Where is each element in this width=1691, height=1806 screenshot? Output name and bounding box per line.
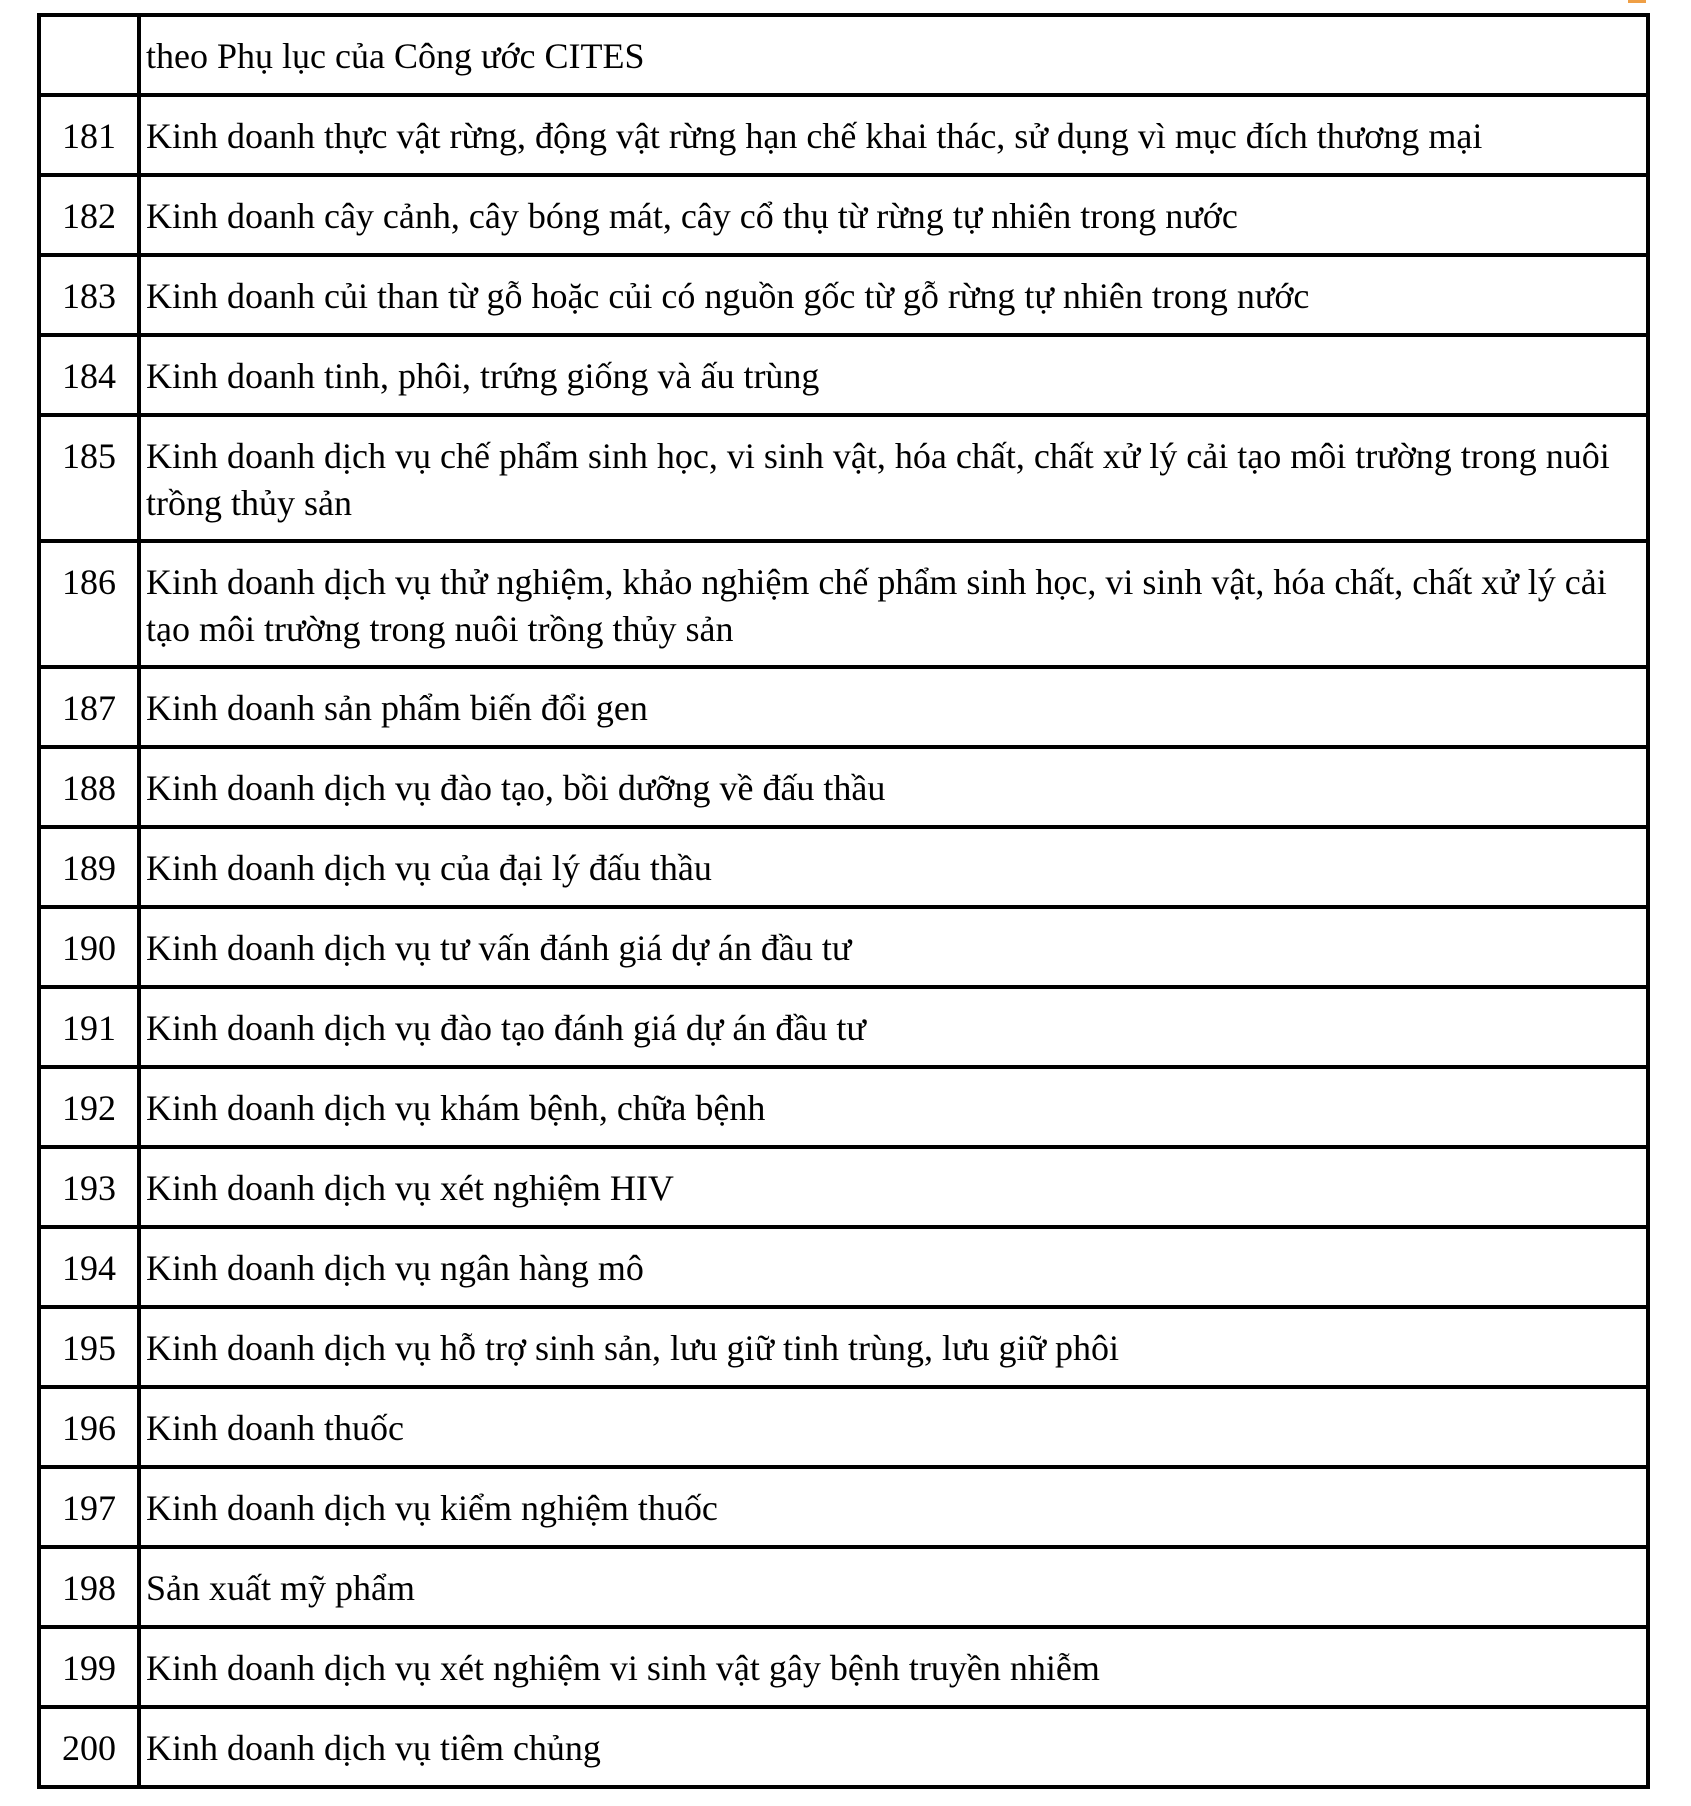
row-text-cell: Kinh doanh dịch vụ khám bệnh, chữa bệnh (139, 1067, 1648, 1147)
row-text-cell: Kinh doanh dịch vụ đào tạo đánh giá dự án đầu tư (139, 987, 1648, 1067)
table-row (39, 415, 1648, 541)
row-text-cell: Kinh doanh sản phẩm biến đổi gen (139, 667, 1648, 747)
row-text-cell: Kinh doanh thuốc (139, 1387, 1648, 1467)
row-number-cell: 197 (39, 1467, 139, 1547)
row-number-cell: 185 (39, 415, 139, 541)
row-number-cell: 192 (39, 1067, 139, 1147)
row-number-cell: 186 (39, 541, 139, 667)
table-row (39, 255, 1648, 335)
row-number-cell: 182 (39, 175, 139, 255)
row-text-cell: Kinh doanh cây cảnh, cây bóng mát, cây cổ thụ từ rừng tự nhiên trong nước (139, 175, 1648, 255)
table-row (39, 1227, 1648, 1307)
row-number-cell: 199 (39, 1627, 139, 1707)
row-text-cell: Kinh doanh dịch vụ tư vấn đánh giá dự án đầu tư (139, 907, 1648, 987)
row-number-cell: 200 (39, 1707, 139, 1787)
row-text-cell: theo Phụ lục của Công ước CITES (139, 15, 1648, 95)
row-text-cell: Kinh doanh tinh, phôi, trứng giống và ấu trùng (139, 335, 1648, 415)
table-row (39, 541, 1648, 667)
row-text-cell: Kinh doanh dịch vụ ngân hàng mô (139, 1227, 1648, 1307)
row-text-cell: Kinh doanh dịch vụ kiểm nghiệm thuốc (139, 1467, 1648, 1547)
row-number-cell: 188 (39, 747, 139, 827)
row-text-cell: Kinh doanh dịch vụ chế phẩm sinh học, vi sinh vật, hóa chất, chất xử lý cải tạo môi trường trong nuôi trồng thủy sản (139, 415, 1648, 541)
row-text-cell: Kinh doanh dịch vụ thử nghiệm, khảo nghiệm chế phẩm sinh học, vi sinh vật, hóa chất, chất xử lý cải tạo môi trường trong nuôi trồng thủy sản (139, 541, 1648, 667)
screen-artifact (1628, 0, 1646, 3)
row-text-cell: Kinh doanh dịch vụ của đại lý đấu thầu (139, 827, 1648, 907)
table-row (39, 95, 1648, 175)
row-text-cell: Kinh doanh củi than từ gỗ hoặc củi có nguồn gốc từ gỗ rừng tự nhiên trong nước (139, 255, 1648, 335)
row-number-cell: 195 (39, 1307, 139, 1387)
table-row (39, 1307, 1648, 1387)
table-row (39, 907, 1648, 987)
row-number-cell: 184 (39, 335, 139, 415)
table-row (39, 747, 1648, 827)
row-text-cell: Kinh doanh dịch vụ đào tạo, bồi dưỡng về đấu thầu (139, 747, 1648, 827)
row-number-cell: 187 (39, 667, 139, 747)
row-text-cell: Kinh doanh dịch vụ tiêm chủng (139, 1707, 1648, 1787)
table-row (39, 15, 1648, 95)
table-row (39, 1627, 1648, 1707)
row-number-cell: 189 (39, 827, 139, 907)
table-row (39, 1547, 1648, 1627)
row-number-cell: 194 (39, 1227, 139, 1307)
row-text-cell: Kinh doanh dịch vụ hỗ trợ sinh sản, lưu giữ tinh trùng, lưu giữ phôi (139, 1307, 1648, 1387)
row-text-cell: Kinh doanh thực vật rừng, động vật rừng hạn chế khai thác, sử dụng vì mục đích thương mại (139, 95, 1648, 175)
table-row (39, 335, 1648, 415)
row-number-cell (39, 15, 139, 95)
table-row (39, 827, 1648, 907)
row-number-cell: 198 (39, 1547, 139, 1627)
table-body (39, 15, 1648, 1787)
row-number-cell: 181 (39, 95, 139, 175)
table-row (39, 667, 1648, 747)
table-row (39, 987, 1648, 1067)
business-lines-table (37, 13, 1650, 1789)
row-number-cell: 196 (39, 1387, 139, 1467)
row-text-cell: Kinh doanh dịch vụ xét nghiệm HIV (139, 1147, 1648, 1227)
table-row (39, 1147, 1648, 1227)
row-number-cell: 191 (39, 987, 139, 1067)
row-text-cell: Sản xuất mỹ phẩm (139, 1547, 1648, 1627)
table-row (39, 1467, 1648, 1547)
table-row (39, 1707, 1648, 1787)
table-row (39, 175, 1648, 255)
row-text-cell: Kinh doanh dịch vụ xét nghiệm vi sinh vật gây bệnh truyền nhiễm (139, 1627, 1648, 1707)
row-number-cell: 183 (39, 255, 139, 335)
table-row (39, 1067, 1648, 1147)
table-row (39, 1387, 1648, 1467)
row-number-cell: 193 (39, 1147, 139, 1227)
row-number-cell: 190 (39, 907, 139, 987)
